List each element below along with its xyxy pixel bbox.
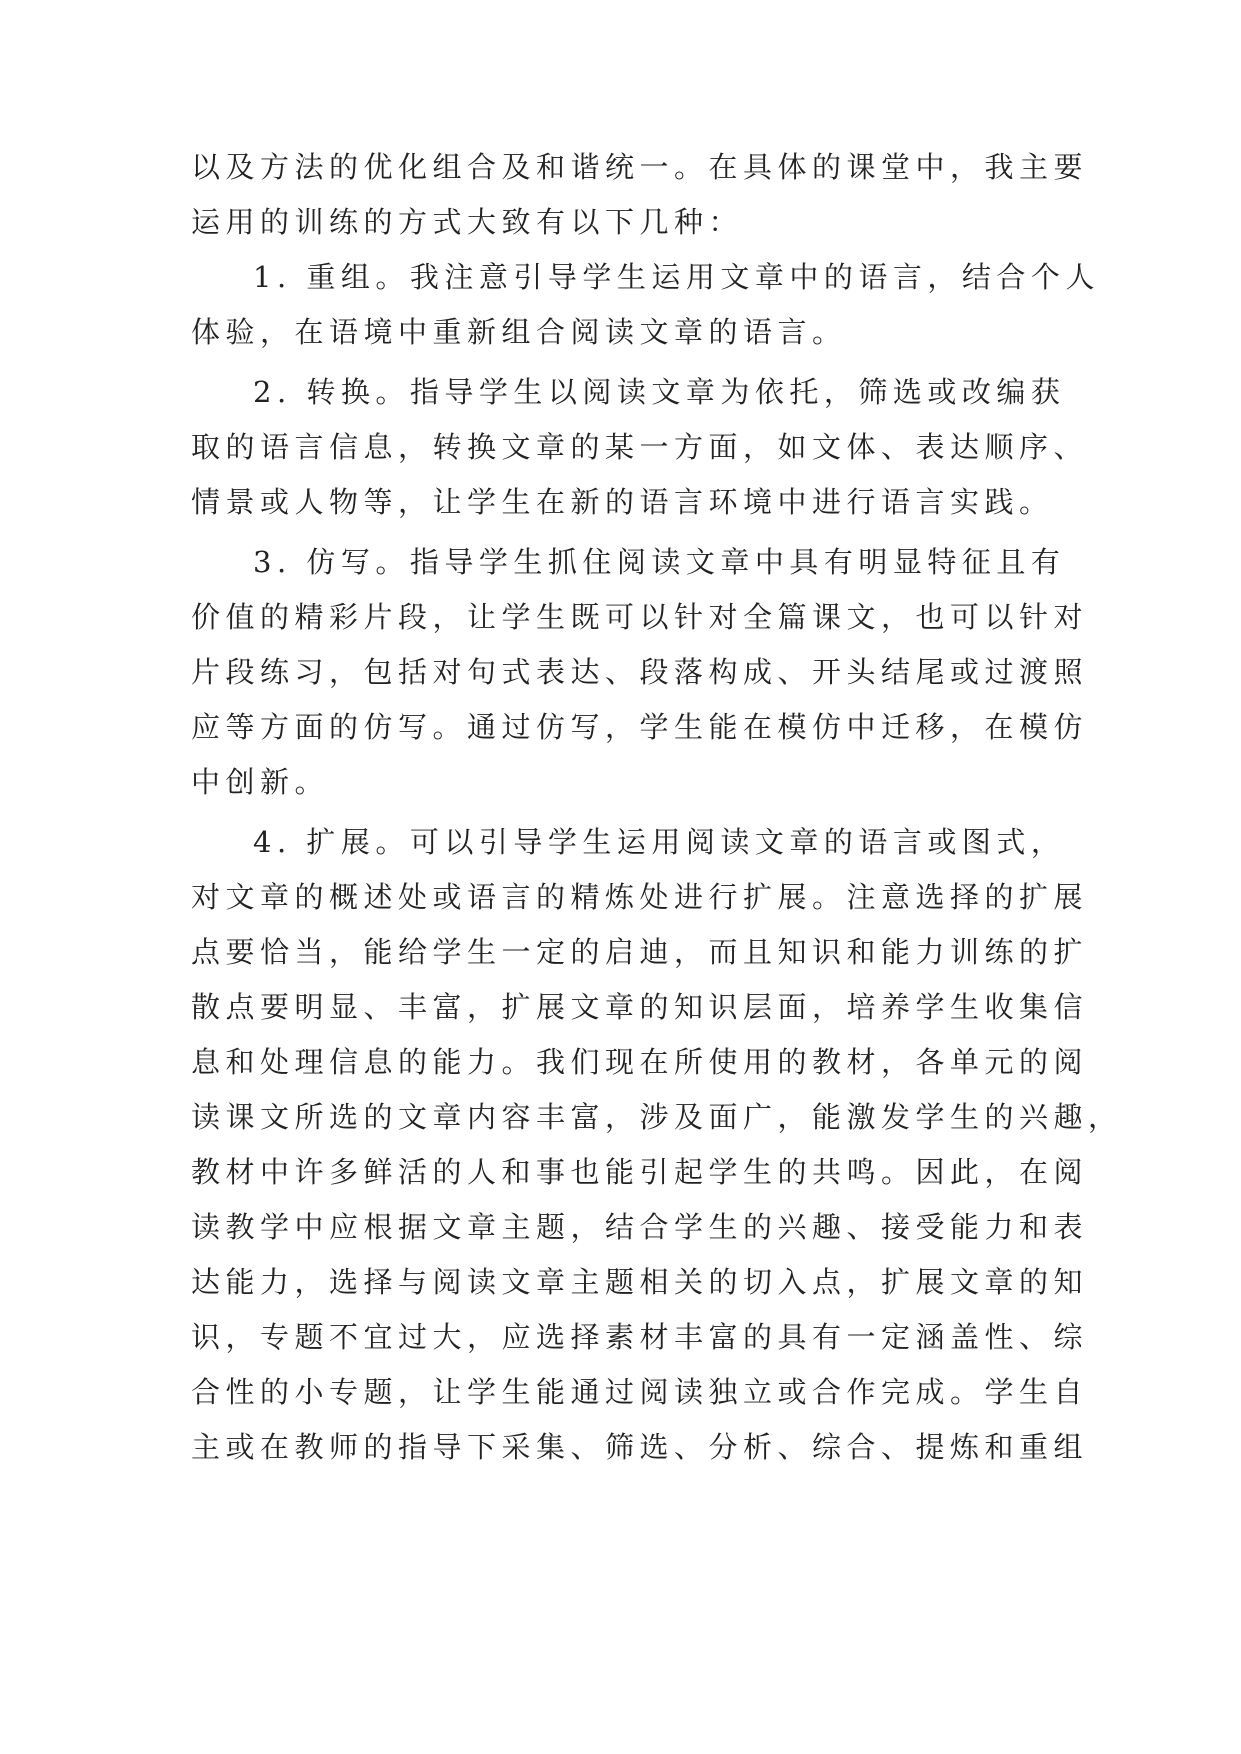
text-line: 点要恰当，能给学生一定的启迪，而且知识和能力训练的扩 bbox=[191, 935, 1089, 969]
text-line: 取的语言信息，转换文章的某一方面，如文体、表达顺序、 bbox=[191, 430, 1089, 464]
text-line: 以及方法的优化组合及和谐统一。在具体的课堂中，我主要 bbox=[191, 150, 1089, 184]
text-line: 价值的精彩片段，让学生既可以针对全篇课文，也可以针对 bbox=[191, 600, 1089, 634]
text-line: 对文章的概述处或语言的精炼处进行扩展。注意选择的扩展 bbox=[191, 880, 1089, 914]
text-line: 息和处理信息的能力。我们现在所使用的教材，各单元的阅 bbox=[191, 1045, 1089, 1079]
text-line: 运用的训练的方式大致有以下几种： bbox=[191, 205, 744, 239]
text-line: 体验，在语境中重新组合阅读文章的语言。 bbox=[191, 315, 847, 349]
text-line: 散点要明显、丰富，扩展文章的知识层面，培养学生收集信 bbox=[191, 990, 1089, 1024]
text-line: 中创新。 bbox=[191, 765, 330, 799]
item-2-heading-line: 2. 转换。指导学生以阅读文章为依托，筛选或改编获 bbox=[253, 375, 1066, 409]
item-1-heading-line: 1. 重组。我注意引导学生运用文章中的语言，结合个人 bbox=[253, 260, 1100, 294]
text-line: 达能力，选择与阅读文章主题相关的切入点，扩展文章的知 bbox=[191, 1265, 1089, 1299]
text-line: 识，专题不宜过大，应选择素材丰富的具有一定涵盖性、综 bbox=[191, 1320, 1089, 1354]
text-line: 读课文所选的文章内容丰富，涉及面广，能激发学生的兴趣， bbox=[191, 1100, 1123, 1134]
text-line: 读教学中应根据文章主题，结合学生的兴趣、接受能力和表 bbox=[191, 1210, 1089, 1244]
item-4-heading-line: 4. 扩展。可以引导学生运用阅读文章的语言或图式， bbox=[253, 825, 1066, 859]
text-line: 应等方面的仿写。通过仿写，学生能在模仿中迁移，在模仿 bbox=[191, 710, 1089, 744]
text-line: 情景或人物等，让学生在新的语言环境中进行语言实践。 bbox=[191, 485, 1054, 519]
item-3-heading-line: 3. 仿写。指导学生抓住阅读文章中具有明显特征且有 bbox=[253, 545, 1066, 579]
text-line: 教材中许多鲜活的人和事也能引起学生的共鸣。因此，在阅 bbox=[191, 1155, 1089, 1189]
text-line: 主或在教师的指导下采集、筛选、分析、综合、提炼和重组 bbox=[191, 1430, 1089, 1464]
text-line: 片段练习，包括对句式表达、段落构成、开头结尾或过渡照 bbox=[191, 655, 1089, 689]
text-line: 合性的小专题，让学生能通过阅读独立或合作完成。学生自 bbox=[191, 1375, 1089, 1409]
